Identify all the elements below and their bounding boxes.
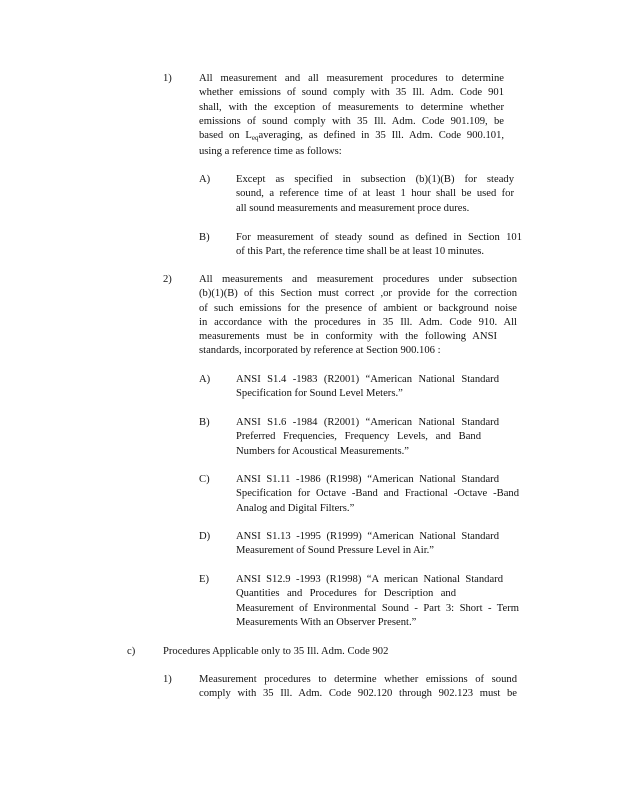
item-label: A): [199, 174, 211, 185]
text-line: emissions of sound comply with 35 Ill. Adm. Code 901.109, be: [199, 115, 504, 127]
text-line: Measurement procedures to determine whether emissions of sound: [199, 674, 517, 685]
text-line: Specification for Sound Level Meters.”: [236, 388, 403, 400]
item-label: 1): [163, 73, 172, 84]
item-label: C): [199, 474, 210, 485]
text-line: Preferred Frequencies, Frequency Levels, and Band: [236, 431, 481, 443]
item-text: [236, 573, 519, 630]
text-line: comply with 35 Ill. Adm. Code 902.120 through 902.123 must be: [199, 688, 517, 700]
text-line: Analog and Digital Filters.”: [236, 502, 355, 514]
text-line: whether emissions of sound comply with 35 Ill. Adm. Code 901: [199, 87, 504, 99]
item-label: B): [199, 232, 210, 243]
section-heading: [163, 645, 423, 659]
text-line: Numbers for Acoustical Measurements.”: [236, 445, 409, 457]
text-line: ANSI S1.13 -1995 (R1999) “American National Standard: [236, 531, 499, 542]
item-text: [199, 273, 517, 359]
text-line-leq: based on $L_{eq}averaging$, as defined in 35 Ill. Adm. Code 900.101,: [199, 130, 505, 143]
text-line: ANSI S12.9 -1993 (R1998) “A merican National Standard: [236, 574, 503, 585]
text-line: shall, with the exception of measurements to determine whether: [199, 101, 504, 113]
text-line: Measurements With an Observer Present.”: [236, 616, 417, 628]
text-line: of such emissions for the presence of ambient or background noise: [199, 302, 517, 314]
item-text: [236, 231, 522, 260]
text-line: Procedures Applicable only to 35 Ill. Adm. Code 902: [163, 646, 389, 657]
text-line: ANSI S1.11 -1986 (R1998) “American National Standard: [236, 474, 499, 485]
item-label: D): [199, 531, 211, 542]
item-label: A): [199, 374, 211, 385]
item-text: [199, 673, 517, 702]
item-text: [236, 530, 499, 559]
item-label: c): [127, 646, 136, 657]
item-text: [236, 173, 514, 216]
text-line: measurements must be in conformity with the following ANSI: [199, 331, 497, 343]
text-line: sound, a reference time of at least 1 hour shall be used for: [236, 188, 514, 200]
text-line: Quantities and Procedures for Description and: [236, 588, 456, 600]
text-line: Except as specified in subsection (b)(1)(B) for steady: [236, 174, 514, 185]
text-line: Specification for Octave -Band and Fractional -Octave -Band: [236, 488, 519, 500]
item-label: 1): [163, 674, 172, 685]
item-text: [199, 72, 504, 160]
text-line: ANSI S1.6 -1984 (R2001) “American National Standard: [236, 417, 499, 428]
text-line: using a reference time as follows:: [199, 146, 342, 158]
text-line: standards, incorporated by reference at Section 900.106 :: [199, 345, 441, 357]
item-text: [236, 416, 499, 459]
text-line: in accordance with the procedures in 35 Ill. Adm. Code 910. All: [199, 316, 517, 328]
item-label: E): [199, 574, 209, 585]
text-line: ANSI S1.4 -1983 (R2001) “American National Standard: [236, 374, 499, 385]
text-line: All measurement and all measurement procedures to determine: [199, 73, 504, 84]
item-text: [236, 373, 499, 402]
text-line: of this Part, the reference time shall be at least 10 minutes.: [236, 246, 484, 258]
text-line: (b)(1)(B) of this Section must correct ,or provide for the correction: [199, 288, 517, 300]
item-label: B): [199, 417, 210, 428]
text-line: Measurement of Environmental Sound - Part 3: Short - Term: [236, 602, 519, 614]
item-label: 2): [163, 274, 172, 285]
text-line: Measurement of Sound Pressure Level in Air.”: [236, 545, 435, 557]
item-text: [236, 473, 519, 516]
text-line: All measurements and measurement procedures under subsection: [199, 274, 517, 285]
text-line: For measurement of steady sound as defined in Section 101: [236, 232, 522, 243]
text-line: all sound measurements and measurement proce dures.: [236, 202, 470, 214]
subscript-eq: eq: [251, 134, 259, 143]
